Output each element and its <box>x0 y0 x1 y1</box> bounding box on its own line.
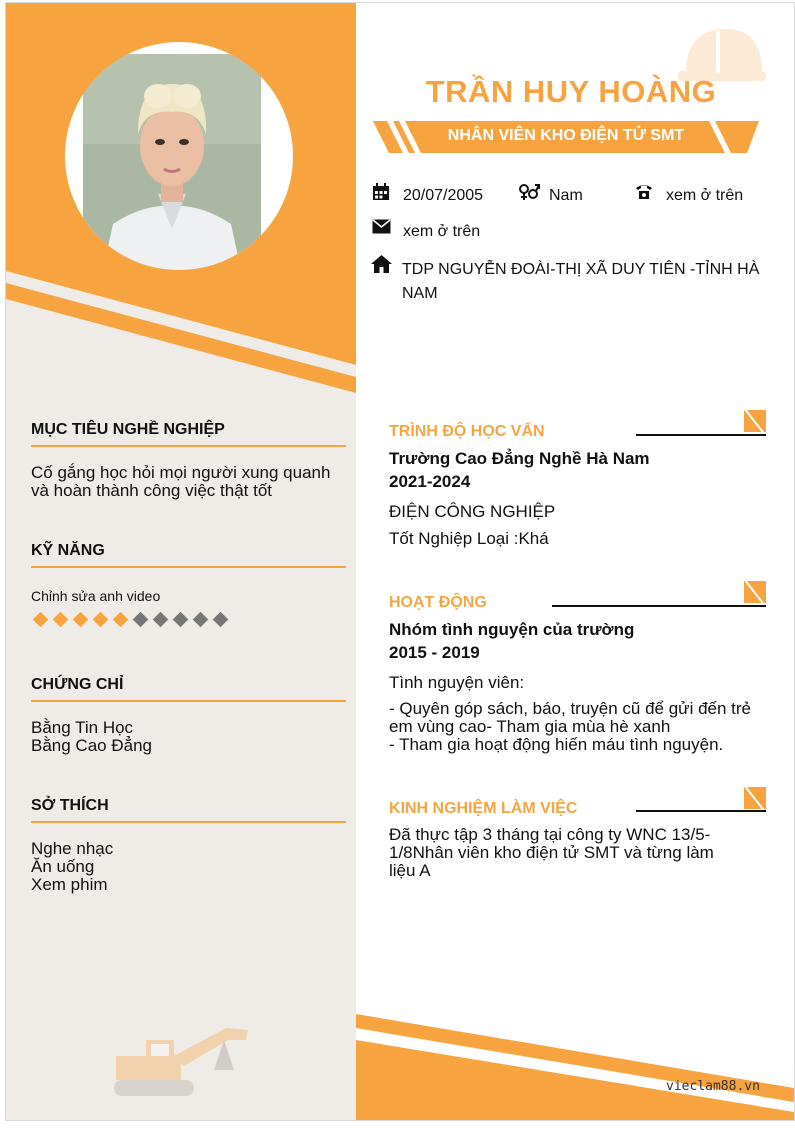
hobbies-list <box>31 840 346 894</box>
skill-level-dot <box>193 612 209 628</box>
skill-level-dot <box>213 612 229 628</box>
skills-section <box>31 542 346 625</box>
phone-value: xem ở trên <box>666 187 744 204</box>
phone-icon <box>635 182 653 205</box>
address-value: TDP NGUYỄN ĐOÀI-THỊ XÃ DUY TIÊN -TỈNH HÀ NAM <box>402 261 760 302</box>
avatar <box>65 42 293 270</box>
skill-level-dot <box>73 612 89 628</box>
section-divider <box>636 810 766 812</box>
experience-title: KINH NGHIỆM LÀM VIỆC <box>389 800 578 817</box>
skill-name: Chỉnh sửa anh video <box>31 588 161 604</box>
gender-icon <box>518 183 540 206</box>
activities-org: Nhóm tình nguyện của trường <box>389 620 635 639</box>
footer-brand: vieclam88.vn <box>666 1079 760 1094</box>
section-flag-icon <box>744 410 766 432</box>
hobby-item: Ăn uống <box>31 857 95 876</box>
birthday-value: 20/07/2005 <box>403 187 484 204</box>
profile-photo <box>83 54 261 270</box>
envelope-icon <box>372 219 391 239</box>
activities-line-1: - Quyên góp sách, báo, truyện cũ để gửi đến trẻ em vùng cao- Tham gia mùa hè xanh <box>389 699 751 736</box>
section-flag-icon <box>744 787 766 809</box>
gender-value: Nam <box>549 187 583 204</box>
education-major: ĐIỆN CÔNG NGHIỆP <box>389 502 556 521</box>
skill-level-dot <box>113 612 129 628</box>
hobby-item: Xem phim <box>31 875 108 894</box>
activities-role: Tình nguyện viên: <box>389 673 525 692</box>
sidebar <box>6 3 356 1120</box>
activities-years: 2015 - 2019 <box>389 643 480 662</box>
career-goal-text: Cố gắng học hỏi mọi người xung quanh và hoàn thành công việc thật tốt <box>31 463 331 500</box>
activities-title: HOẠT ĐỘNG <box>389 594 487 611</box>
skill-level-dot <box>173 612 189 628</box>
education-title: TRÌNH ĐỘ HỌC VẤN <box>389 423 545 440</box>
hobby-item: Nghe nhạc <box>31 839 114 858</box>
email-value: xem ở trên <box>403 223 481 240</box>
footer-shape <box>356 1008 794 1120</box>
skill-level-dot <box>33 612 49 628</box>
certificates-list <box>31 719 346 755</box>
hobbies-title: SỞ THÍCH <box>31 797 346 823</box>
certificate-item: Bằng Tin Học <box>31 718 134 737</box>
experience-text: Đã thực tập 3 tháng tại công ty WNC 13/5-1/8Nhân viên kho điện tử SMT và từng làm liệu A <box>389 825 714 880</box>
section-flag-icon <box>744 581 766 603</box>
job-title: NHÂN VIÊN KHO ĐIỆN TỬ SMT <box>447 127 685 144</box>
skill-level-dot <box>153 612 169 628</box>
calendar-icon <box>372 183 390 206</box>
career-goal-title: MỤC TIÊU NGHỀ NGHIỆP <box>31 421 346 447</box>
certificates-section <box>31 676 346 755</box>
home-icon <box>371 255 392 278</box>
skills-title: KỸ NĂNG <box>31 542 346 568</box>
education-result: Tốt Nghiệp Loại :Khá <box>389 529 549 548</box>
candidate-name: TRẦN HUY HOÀNG <box>425 74 717 109</box>
education-school: Trường Cao Đẳng Nghề Hà Nam <box>389 449 650 468</box>
cv-page <box>5 2 795 1121</box>
activities-line-2: - Tham gia hoạt động hiến máu tình nguyện. <box>389 735 724 754</box>
section-divider <box>636 434 766 436</box>
certificate-item: Bằng Cao Đẳng <box>31 736 152 755</box>
excavator-watermark-icon <box>106 1018 256 1103</box>
skill-level-dot <box>53 612 69 628</box>
section-divider <box>552 605 766 607</box>
skill-level-dot <box>93 612 109 628</box>
skill-level-dot <box>133 612 149 628</box>
hobbies-section <box>31 797 346 894</box>
certificates-title: CHỨNG CHỈ <box>31 676 346 702</box>
education-years: 2021-2024 <box>389 472 471 491</box>
career-goal-section <box>31 421 346 500</box>
skill-rating <box>31 614 346 625</box>
